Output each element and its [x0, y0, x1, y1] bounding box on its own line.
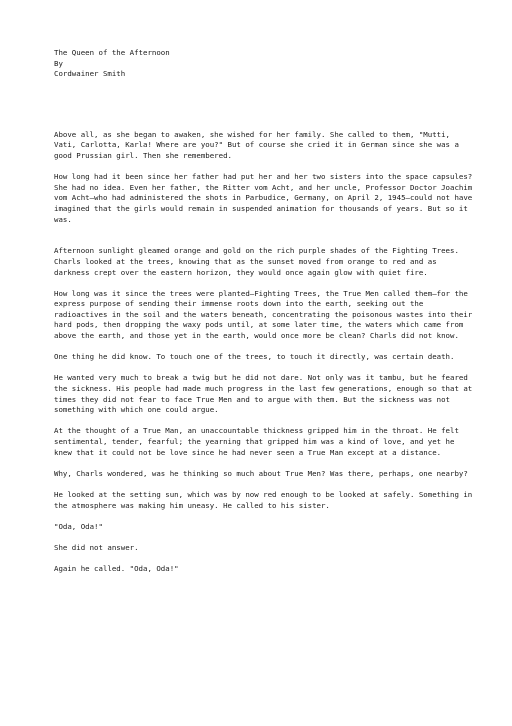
paragraph: Again he called. "Oda, Oda!" [54, 564, 179, 574]
section-two [54, 246, 474, 574]
section-one [54, 130, 474, 225]
dialogue-line: "Oda, Oda!" [54, 521, 103, 531]
header-spacer [54, 80, 474, 130]
paragraph: Above all, as she began to awaken, she wished for her family. She called to them, "Mutti, Vati, Carlotta, Karla! Where are you?" But of course she cried it in German since she was a good Prussian girl. Then she remembered. [54, 129, 459, 160]
paragraph: How long was it since the trees were planted—Fighting Trees, the True Men called them—for the express purpose of sending their immense roots down into the earth, seeking out the radioactives in the soil and the waters beneath, concentrating the poisonous wastes into their hard pods, then dropping the waxy pods until, at some later time, the waters which came from above the earth, and those yet in the earth, would once more be clean? Charls did not know. [54, 288, 473, 341]
paragraph: How long had it been since her father had put her and her two sisters into the space capsules? She had no idea. Even her father, the Ritter vom Acht, and her uncle, Professor Doctor Joachim vom Acht—who had administered the shots in Parbudice, Germany, on April 2, 1945—could not have imagined that the girls would remain in suspended animation for thousands of years. But so it was. [54, 172, 473, 224]
document-page [54, 48, 474, 585]
document-title: The Queen of the Afternoon [54, 48, 170, 57]
author-name: Cordwainer Smith [54, 69, 126, 79]
paragraph: He looked at the setting sun, which was by now red enough to be looked at safely. Something in the atmosphere was making him uneasy. He called to his sister. [54, 489, 473, 510]
byline-label: By [54, 58, 63, 68]
paragraph: She did not answer. [54, 542, 139, 552]
document-header [54, 48, 474, 80]
paragraph: At the thought of a True Man, an unaccountable thickness gripped him in the throat. He felt sentimental, tender, fearful; the yearning that gripped him was a kind of love, and yet he knew that it could not be love since he had never seen a True Man except at a distance. [54, 426, 459, 457]
paragraph: Why, Charls wondered, was he thinking so much about True Men? Was there, perhaps, one nearby? [54, 468, 468, 478]
paragraph: He wanted very much to break a twig but he did not dare. Not only was it tambu, but he feared the sickness. His people had made much progress in the last few generations, enough so that at times they did not fear to face True Men and to argue with them. But the sickness was not something with which one could argue. [54, 373, 473, 415]
section-break [54, 236, 474, 247]
paragraph: One thing he did know. To touch one of the trees, to touch it directly, was certain death. [54, 352, 455, 362]
paragraph: Afternoon sunlight gleamed orange and gold on the rich purple shades of the Fighting Trees. Charls looked at the trees, knowing that as the sunset moved from orange to red and as darkness crept over the eastern horizon, they would once again glow with quiet fire. [54, 246, 459, 277]
